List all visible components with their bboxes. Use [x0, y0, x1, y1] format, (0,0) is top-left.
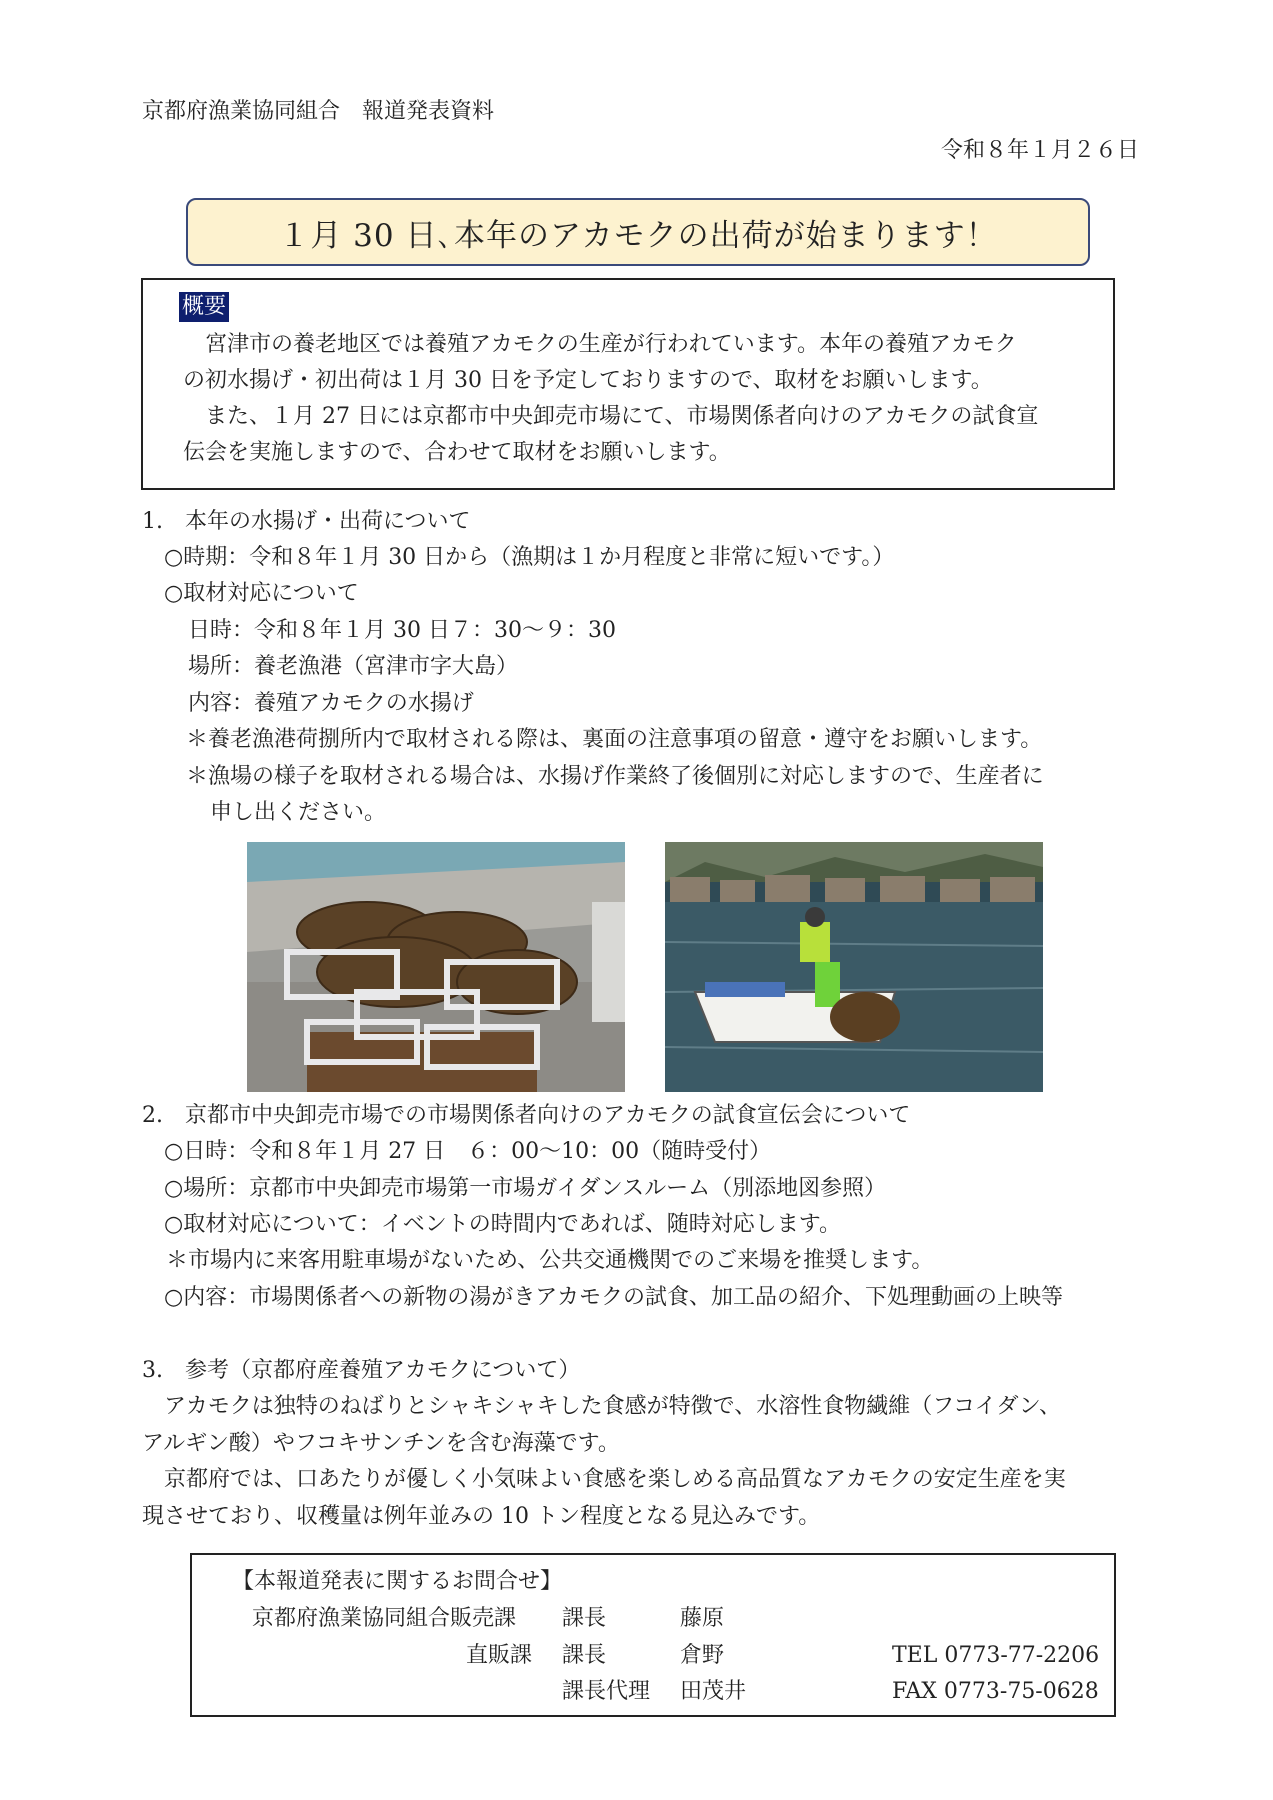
- section1-content: 内容：養殖アカモクの水揚げ: [188, 691, 474, 716]
- page-title: １月 30 日､本年のアカモクの出荷が始まります！: [186, 198, 1090, 266]
- section2-heading: 2. 京都市中央卸売市場での市場関係者向けのアカモクの試食宣伝会について: [142, 1103, 911, 1128]
- contact-name: 倉野: [680, 1643, 725, 1668]
- fisherman-boat-photo: [665, 842, 1043, 1092]
- overview-line: 伝会を実施しますので、合わせて取材をお願いします。: [183, 440, 731, 465]
- section2-date: ○日時：令和８年１月 27 日 ６：00～10：00（随時受付）: [164, 1139, 772, 1164]
- contact-dept: 京都府漁業協同組合販売課: [252, 1606, 517, 1631]
- overview-line: の初水揚げ・初出荷は１月 30 日を予定しておりますので、取材をお願いします。: [183, 368, 993, 393]
- overview-box: [141, 278, 1115, 490]
- contact-tel: TEL 0773-77-2206: [892, 1643, 1100, 1668]
- seaweed-crates-photo: [247, 842, 625, 1092]
- contact-role: 課長: [562, 1606, 607, 1631]
- section1-note2-cont: 申し出ください。: [210, 800, 387, 825]
- section3-paragraph: 京都府では、口あたりが優しく小気味よい食感を楽しめる高品質なアカモクの安定生産を実: [142, 1467, 1066, 1492]
- section1-datetime: 日時：令和８年１月 30 日７：30～９：30: [188, 618, 616, 643]
- section1-period: ○時期：令和８年１月 30 日から（漁期は１か月程度と非常に短いです。）: [164, 545, 895, 570]
- contact-dept: 直販課: [466, 1643, 533, 1668]
- section1-note1: ＊養老漁港荷捌所内で取材される際は、裏面の注意事項の留意・遵守をお願いします。: [186, 727, 1043, 752]
- overview-line: 宮津市の養老地区では養殖アカモクの生産が行われています。本年の養殖アカモク: [183, 332, 1017, 357]
- section2-place: ○場所：京都市中央卸売市場第一市場ガイダンスルーム（別添地図参照）: [164, 1176, 887, 1201]
- section2-content: ○内容：市場関係者への新物の湯がきアカモクの試食、加工品の紹介、下処理動画の上映等: [164, 1285, 1063, 1310]
- organization-label: 京都府漁業協同組合 報道発表資料: [142, 99, 495, 124]
- section3-heading: 3. 参考（京都府産養殖アカモクについて）: [142, 1358, 581, 1383]
- contact-box: [190, 1553, 1116, 1717]
- contact-role: 課長代理: [562, 1679, 651, 1704]
- section1-coverage: ○取材対応について: [164, 581, 359, 606]
- section3-paragraph: 現させており、収穫量は例年並みの 10 トン程度となる見込みです。: [142, 1504, 821, 1529]
- contact-heading: 【本報道発表に関するお問合せ】: [232, 1569, 563, 1594]
- overview-line: また、１月 27 日には京都市中央卸売市場にて、市場関係者向けのアカモクの試食宣: [183, 404, 1039, 429]
- overview-tag: 概要: [179, 292, 229, 322]
- contact-fax: FAX 0773-75-0628: [892, 1679, 1099, 1704]
- contact-name: 田茂井: [680, 1679, 747, 1704]
- section1-heading: 1. 本年の水揚げ・出荷について: [142, 509, 471, 534]
- section2-coverage: ○取材対応について：イベントの時間内であれば、随時対応します。: [164, 1212, 841, 1237]
- section2-note: ＊市場内に来客用駐車場がないため、公共交通機関でのご来場を推奨します。: [166, 1248, 934, 1273]
- section3-paragraph: アカモクは独特のねばりとシャキシャキした食感が特徴で、水溶性食物繊維（フコイダン、: [142, 1394, 1061, 1419]
- section1-place: 場所：養老漁港（宮津市字大島）: [188, 654, 519, 679]
- release-date: 令和８年１月２６日: [940, 138, 1139, 163]
- section3-paragraph: アルギン酸）やフコキサンチンを含む海藻です。: [142, 1431, 620, 1456]
- contact-name: 藤原: [680, 1606, 725, 1631]
- contact-role: 課長: [562, 1643, 607, 1668]
- section1-note2: ＊漁場の様子を取材される場合は、水揚げ作業終了後個別に対応しますので、生産者に: [186, 764, 1044, 789]
